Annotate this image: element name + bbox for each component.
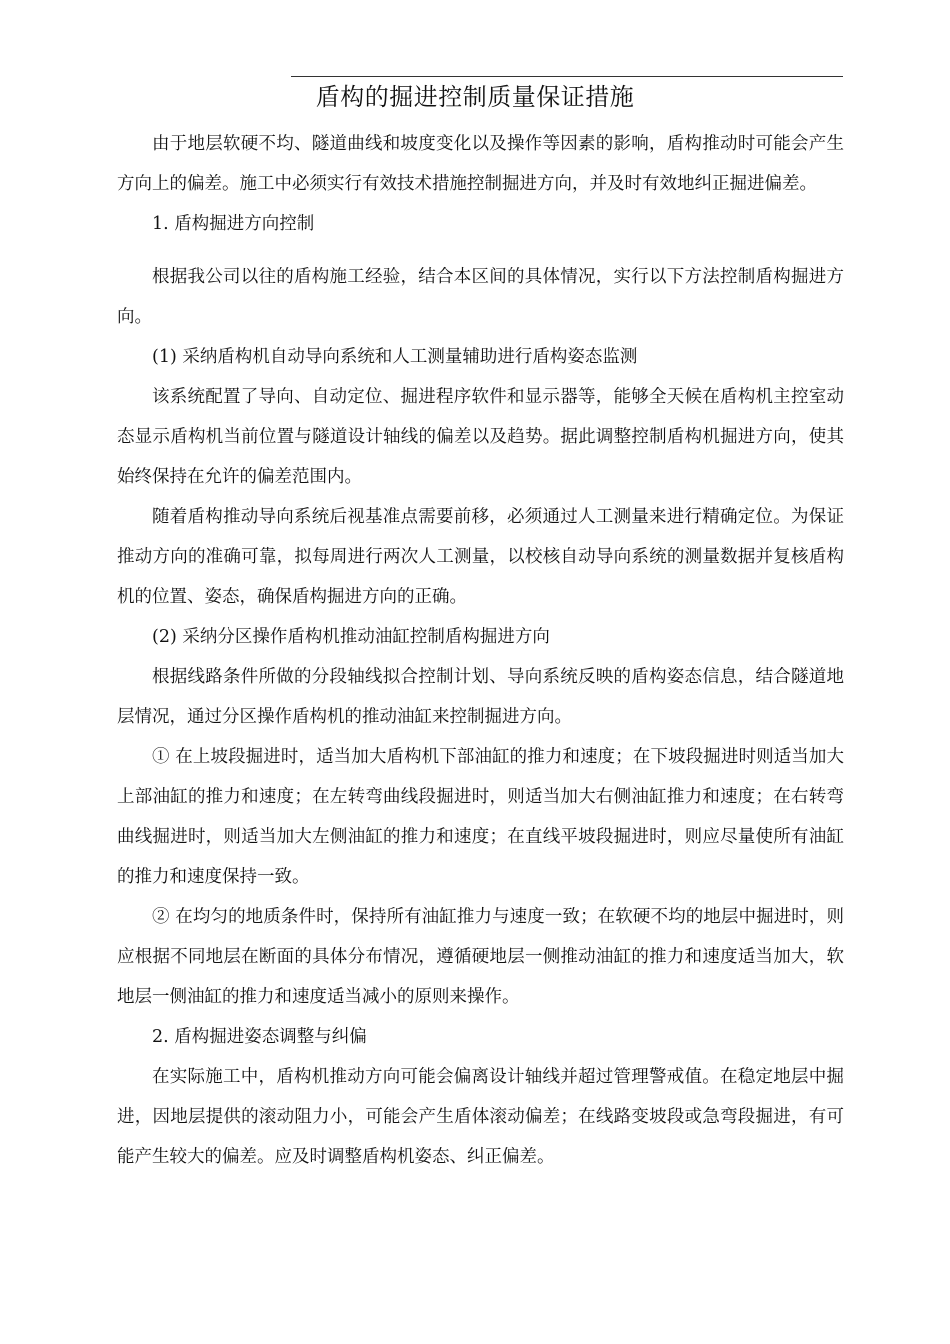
section-heading-2: 2. 盾构掘进姿态调整与纠偏: [152, 1027, 367, 1047]
subsection-heading-2: (2) 采纳分区操作盾构机推动油缸控制盾构掘进方向: [152, 627, 550, 647]
subsection-1-paragraph-1: 该系统配置了导向、自动定位、掘进程序软件和显示器等，能够全天候在盾构机主控室动态显示盾构机当前位置与隧道设计轴线的偏差以及趋势。据此调整控制盾构机掘进方向，使其始终保持在允许的偏差范围内。: [117, 387, 844, 487]
list-item-1: ① 在上坡段掘进时，适当加大盾构机下部油缸的推力和速度；在下坡段掘进时则适当加大上部油缸的推力和速度；在左转弯曲线段掘进时，则适当加大右侧油缸推力和速度；在右转弯曲线掘进时，则适当加大左侧油缸的推力和速度；在直线平坡段掘进时，则应尽量使所有油缸的推力和速度保持一致。: [117, 747, 844, 887]
header-rule: [291, 76, 843, 77]
document-title: 盾构的掘进控制质量保证措施: [315, 83, 635, 111]
subsection-heading-1: (1) 采纳盾构机自动导向系统和人工测量辅助进行盾构姿态监测: [152, 347, 638, 367]
section-1-intro-paragraph: 根据我公司以往的盾构施工经验，结合本区间的具体情况，实行以下方法控制盾构掘进方向。: [117, 267, 844, 327]
subsection-2-paragraph-1: 根据线路条件所做的分段轴线拟合控制计划、导向系统反映的盾构姿态信息，结合隧道地层情况，通过分区操作盾构机的推动油缸来控制掘进方向。: [117, 667, 844, 727]
subsection-1-paragraph-2: 随着盾构推动导向系统后视基准点需要前移，必须通过人工测量来进行精确定位。为保证推动方向的准确可靠，拟每周进行两次人工测量，以校核自动导向系统的测量数据并复核盾构机的位置、姿态，确保盾构掘进方向的正确。: [117, 507, 844, 607]
intro-paragraph: 由于地层软硬不均、隧道曲线和坡度变化以及操作等因素的影响，盾构推动时可能会产生方向上的偏差。施工中必须实行有效技术措施控制掘进方向，并及时有效地纠正掘进偏差。: [117, 134, 844, 194]
document-body: [117, 124, 844, 1177]
section-2-paragraph-1: 在实际施工中，盾构机推动方向可能会偏离设计轴线并超过管理警戒值。在稳定地层中掘进，因地层提供的滚动阻力小，可能会产生盾体滚动偏差；在线路变坡段或急弯段掘进，有可能产生较大的偏差。应及时调整盾构机姿态、纠正偏差。: [117, 1067, 844, 1167]
list-item-2: ② 在均匀的地质条件时，保持所有油缸推力与速度一致；在软硬不均的地层中掘进时，则应根据不同地层在断面的具体分布情况，遵循硬地层一侧推动油缸的推力和速度适当加大，软地层一侧油缸的推力和速度适当减小的原则来操作。: [117, 907, 844, 1007]
section-heading-1: 1. 盾构掘进方向控制: [152, 214, 315, 234]
